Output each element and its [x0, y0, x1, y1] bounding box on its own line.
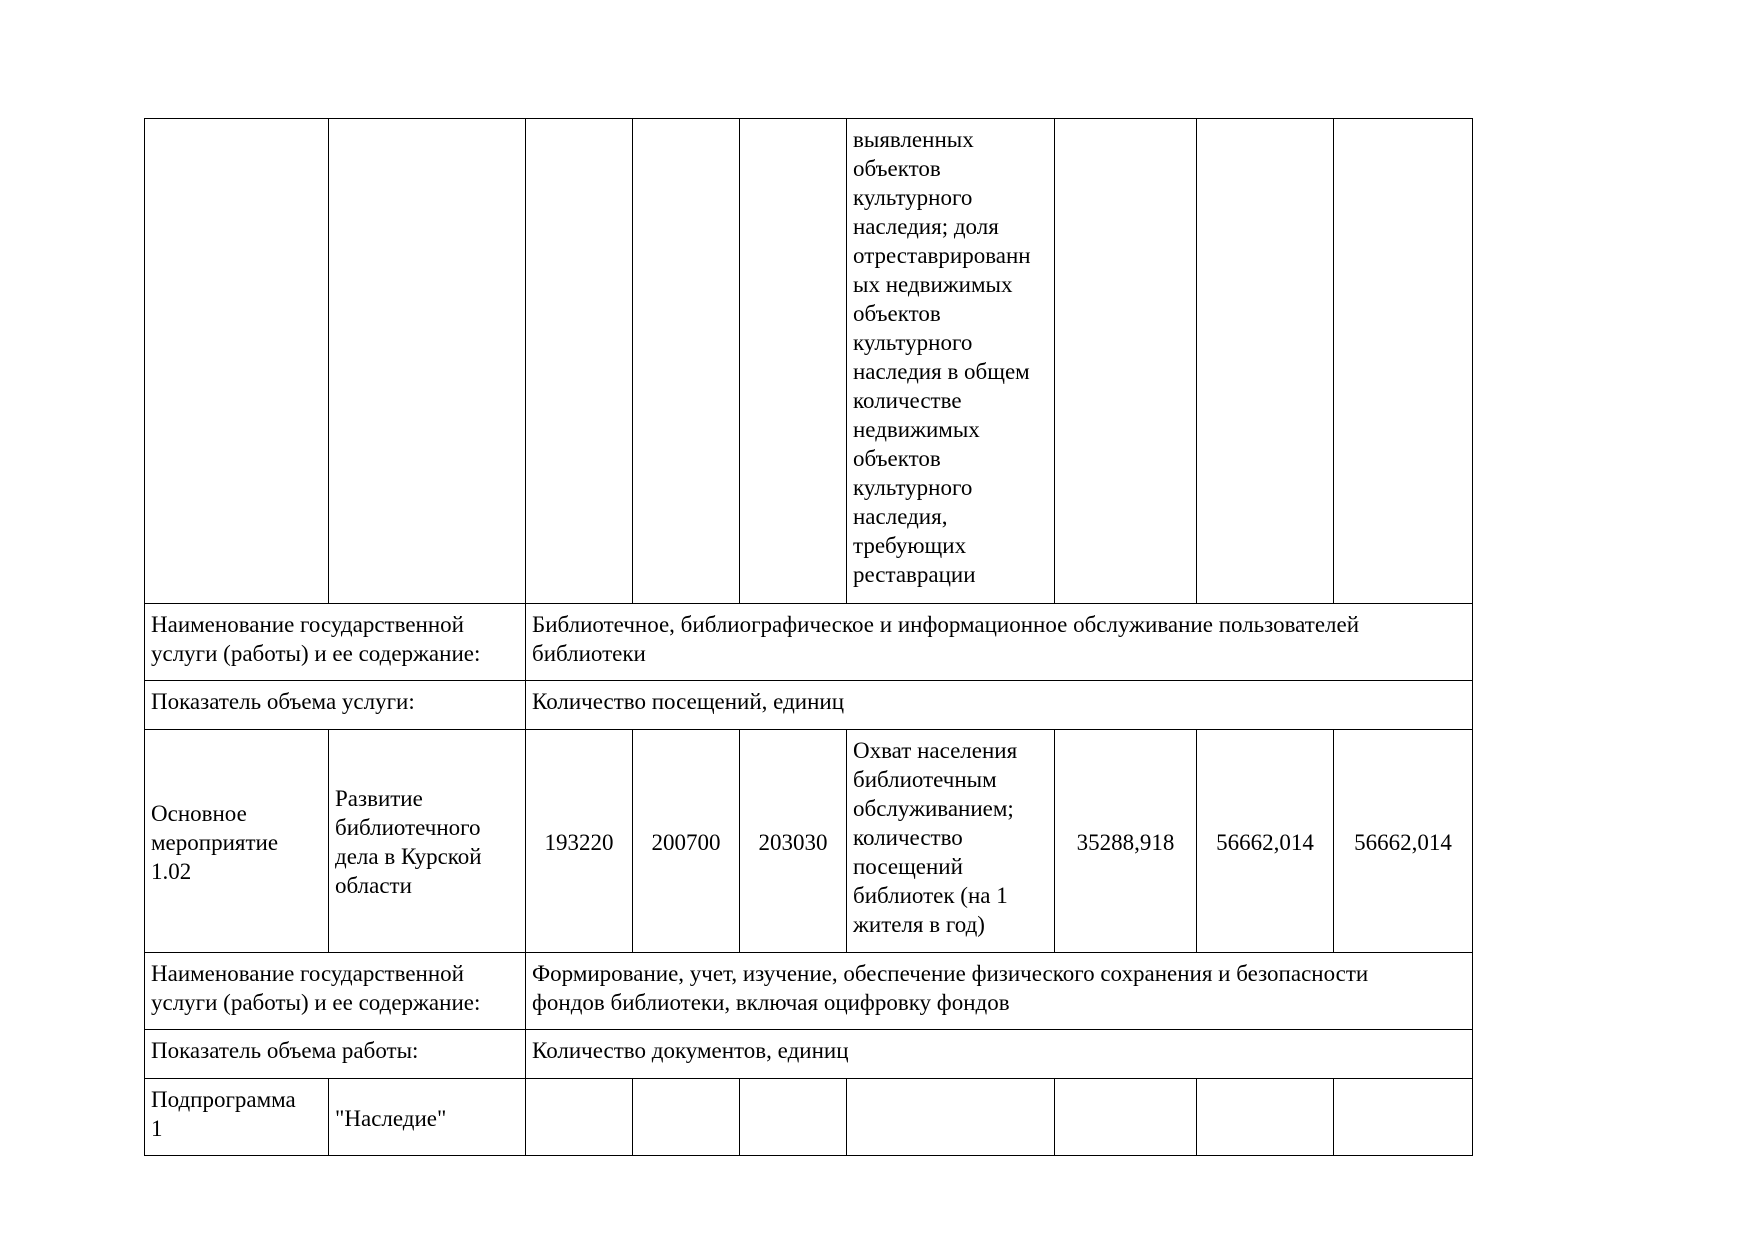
document-table — [144, 118, 1473, 1156]
table-cell — [145, 119, 329, 604]
table-cell — [847, 1079, 1055, 1156]
table-cell — [1055, 1079, 1197, 1156]
table-row-volume-indicator — [145, 1030, 1473, 1079]
activity-code: Основное мероприятие 1.02 — [151, 800, 279, 884]
table-row-service-name — [145, 604, 1473, 681]
table-cell — [1334, 1079, 1473, 1156]
service-label-cell — [145, 953, 526, 1030]
table-row-subprogram — [145, 1079, 1473, 1156]
service-label-cell — [145, 604, 526, 681]
table-cell — [329, 119, 526, 604]
volume-value: Количество посещений, единиц — [532, 689, 845, 714]
volume-value: Количество документов, единиц — [532, 1038, 849, 1063]
service-label: Наименование государственной услуги (работы) и ее содержание: — [151, 961, 481, 1015]
value-cell-2: 200700 — [633, 730, 740, 953]
subprogram-name-cell — [329, 1079, 526, 1156]
subprogram-name: "Наследие" — [335, 1105, 447, 1131]
table-cell — [1055, 119, 1197, 604]
service-value-cell — [526, 953, 1473, 1030]
activity-name-cell — [329, 730, 526, 953]
volume-label: Показатель объема работы: — [151, 1038, 419, 1063]
volume-value-cell — [526, 681, 1473, 730]
volume-value-cell — [526, 1030, 1473, 1079]
volume-label: Показатель объема услуги: — [151, 689, 415, 714]
table-cell — [740, 119, 847, 604]
table-cell — [1197, 119, 1334, 604]
table-row-continued — [145, 119, 1473, 604]
table-cell — [633, 119, 740, 604]
table-cell — [526, 1079, 633, 1156]
funding-cell-3: 56662,014 — [1334, 730, 1473, 953]
service-value: Библиотечное, библиографическое и информационное обслуживание пользователей библиотеки — [532, 612, 1360, 666]
indicator-text: Охват населения библиотечным обслуживанием; количество посещений библиотек (на 1 жителя в год) — [853, 738, 1018, 937]
funding-cell-1: 35288,918 — [1055, 730, 1197, 953]
value-cell-1: 193220 — [526, 730, 633, 953]
volume-label-cell — [145, 681, 526, 730]
funding-cell-2: 56662,014 — [1197, 730, 1334, 953]
value-cell-3: 203030 — [740, 730, 847, 953]
subprogram-code: Подпрограмма 1 — [151, 1087, 296, 1141]
indicator-cell — [847, 119, 1055, 604]
table-row-volume-indicator — [145, 681, 1473, 730]
table-cell — [740, 1079, 847, 1156]
table-cell — [526, 119, 633, 604]
service-label: Наименование государственной услуги (работы) и ее содержание: — [151, 612, 481, 666]
activity-code-cell — [145, 730, 329, 953]
table-cell — [1197, 1079, 1334, 1156]
subprogram-code-cell — [145, 1079, 329, 1156]
service-value-cell — [526, 604, 1473, 681]
table-row-service-name — [145, 953, 1473, 1030]
table-cell — [1334, 119, 1473, 604]
volume-label-cell — [145, 1030, 526, 1079]
table-row-main-activity — [145, 730, 1473, 953]
activity-name: Развитие библиотечного дела в Курской области — [335, 786, 482, 898]
table-cell — [633, 1079, 740, 1156]
indicator-text: выявленных объектов культурного наследия; доля отреставрированн ых недвижимых объектов культурного наследия в общем количестве недвижимых объектов культурного наследия, требующих реставрации — [853, 127, 1031, 587]
service-value: Формирование, учет, изучение, обеспечение физического сохранения и безопасности фондов библиотеки, включая оцифровку фондов — [532, 961, 1369, 1015]
indicator-cell — [847, 730, 1055, 953]
